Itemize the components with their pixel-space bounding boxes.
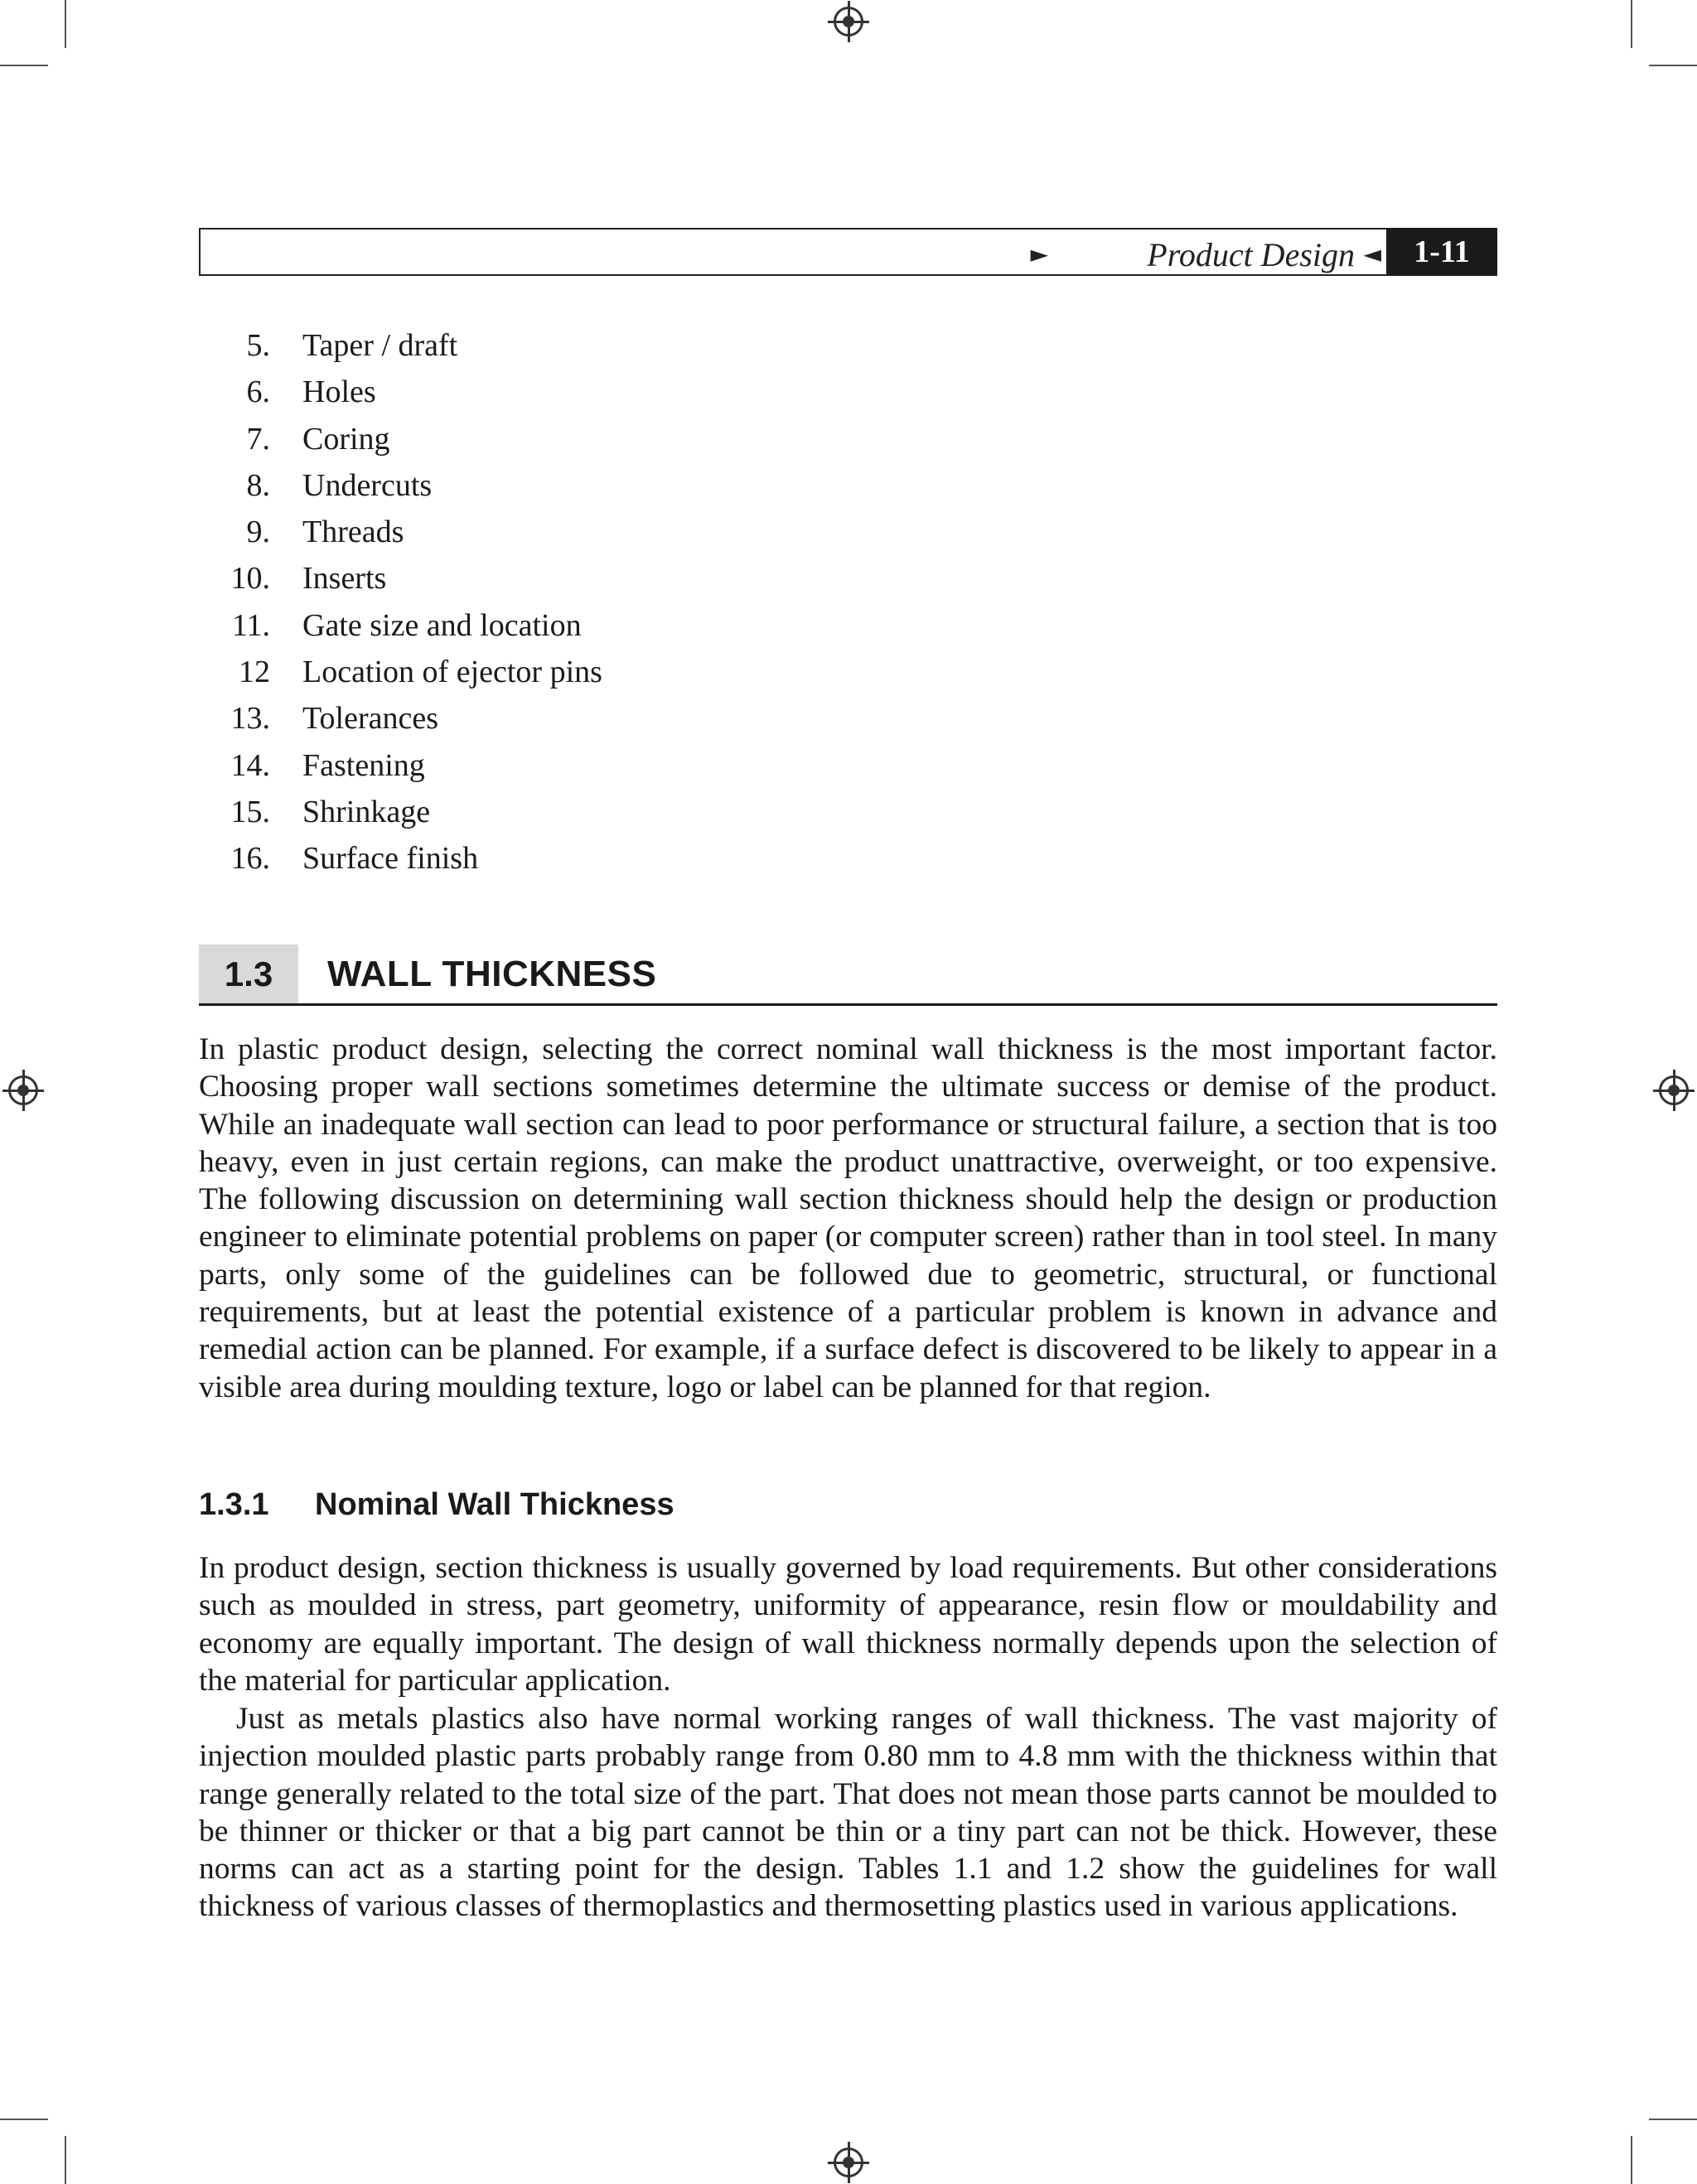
crop-mark-bottom-left-h	[0, 2119, 48, 2120]
crop-mark-bottom-right-h	[1649, 2119, 1697, 2120]
crop-mark-bottom-left-v	[65, 2136, 66, 2184]
list-item-number: 11.	[231, 607, 270, 643]
list-item-number: 16.	[230, 841, 270, 877]
running-header	[199, 228, 1497, 276]
list-item	[199, 789, 1027, 835]
black-left-pointer-icon: ◄	[1363, 240, 1381, 268]
list-item-text: Undercuts	[302, 467, 433, 503]
list-item-number: 13.	[230, 701, 270, 737]
section-title: WALL THICKNESS	[327, 954, 657, 994]
list-item-number: 12	[239, 655, 270, 690]
list-item	[199, 602, 1027, 649]
list-item-number: 15.	[230, 794, 270, 829]
list-item	[199, 649, 1027, 695]
crop-mark-top-left-h	[0, 65, 48, 66]
list-item	[199, 835, 1027, 882]
list-item-text: Holes	[302, 374, 376, 410]
list-item-text: Surface finish	[302, 841, 479, 877]
registration-mark-icon	[834, 7, 863, 36]
list-item-number: 5.	[246, 328, 270, 363]
list-item	[199, 322, 1027, 369]
running-title: Product Design	[1147, 236, 1355, 273]
section-paragraph: In plastic product design, selecting the correct nominal wall thickness is the most important factor. Choosing proper wall sections sometimes determine the ultimate success or demise of the product. While an inadequate wall section can lead to poor performance or structural failure, a section that is too heavy, even in just certain regions, can make the product unattractive, overweight, or too expensive. The following discussion on determining wall section thickness should help the design or production engineer to eliminate potential problems on paper (or computer screen) rather than in tool steel. In many parts, only some of the guidelines can be followed due to geometric, structural, or functional requirements, but at least the potential existence of a particular problem is known in advance and remedial action can be planned. For example, if a surface defect is discovered to be likely to appear in a visible area during moulding texture, logo or label can be planned for that region.	[199, 1032, 1497, 1404]
subsection-paragraph-1: In product design, section thickness is usually governed by load requirements. But other considerations such as moulded in stress, part geometry, uniformity of appearance, resin flow or mouldability and economy are equally important. The design of wall thickness normally depends upon the selection of the material for particular application.	[199, 1551, 1497, 1698]
list-item	[199, 416, 1027, 462]
list-item	[199, 369, 1027, 415]
list-item	[199, 555, 1027, 602]
list-item-text: Tolerances	[302, 701, 439, 737]
list-item-text: Gate size and location	[302, 607, 582, 643]
list-item-text: Inserts	[302, 561, 387, 597]
design-factors-list	[199, 322, 1027, 882]
black-right-pointer-icon: ►	[1030, 240, 1048, 268]
crop-mark-bottom-right-v	[1631, 2136, 1632, 2184]
section-heading	[199, 945, 1497, 1006]
list-item-number: 14.	[230, 747, 270, 783]
list-item	[199, 462, 1027, 509]
registration-mark-icon	[834, 2148, 863, 2177]
list-item-number: 10.	[230, 561, 270, 597]
list-item-number: 8.	[246, 467, 270, 503]
list-item-number: 9.	[246, 515, 270, 550]
list-item-text: Fastening	[302, 747, 425, 783]
subsection-heading	[199, 1487, 674, 1523]
list-item-number: 6.	[246, 374, 270, 410]
list-item	[199, 742, 1027, 789]
list-item	[199, 509, 1027, 555]
crop-mark-top-right-h	[1649, 65, 1697, 66]
subsection-title: Nominal Wall Thickness	[315, 1487, 674, 1522]
crop-mark-top-left-v	[65, 0, 66, 48]
subsection-paragraph-2: Just as metals plastics also have normal working ranges of wall thickness. The vast majority of injection moulded plastic parts probably range from 0.80 mm to 4.8 mm with the thickness within that range generally related to the total size of the part. That does not mean those parts cannot be moulded to be thinner or thicker or that a big part cannot be thin or a tiny part can not be thick. However, these norms can act as a starting point for the design. Tables 1.1 and 1.2 show the guidelines for wall thickness of various classes of thermoplastics and thermosetting plastics used in various applications.	[199, 1702, 1497, 1924]
list-item-text: Coring	[302, 421, 390, 457]
list-item-text: Location of ejector pins	[302, 655, 602, 690]
crop-mark-top-right-v	[1631, 0, 1632, 48]
list-item	[199, 695, 1027, 742]
list-item-text: Threads	[302, 515, 404, 550]
registration-mark-icon	[8, 1075, 38, 1105]
list-item-text: Taper / draft	[302, 328, 458, 363]
list-item-text: Shrinkage	[302, 794, 431, 829]
page-number: 1-11	[1386, 228, 1497, 276]
list-item-number: 7.	[246, 421, 270, 457]
subsection-number: 1.3.1	[199, 1487, 269, 1522]
registration-mark-icon	[1659, 1075, 1689, 1105]
section-number: 1.3	[199, 945, 298, 1003]
